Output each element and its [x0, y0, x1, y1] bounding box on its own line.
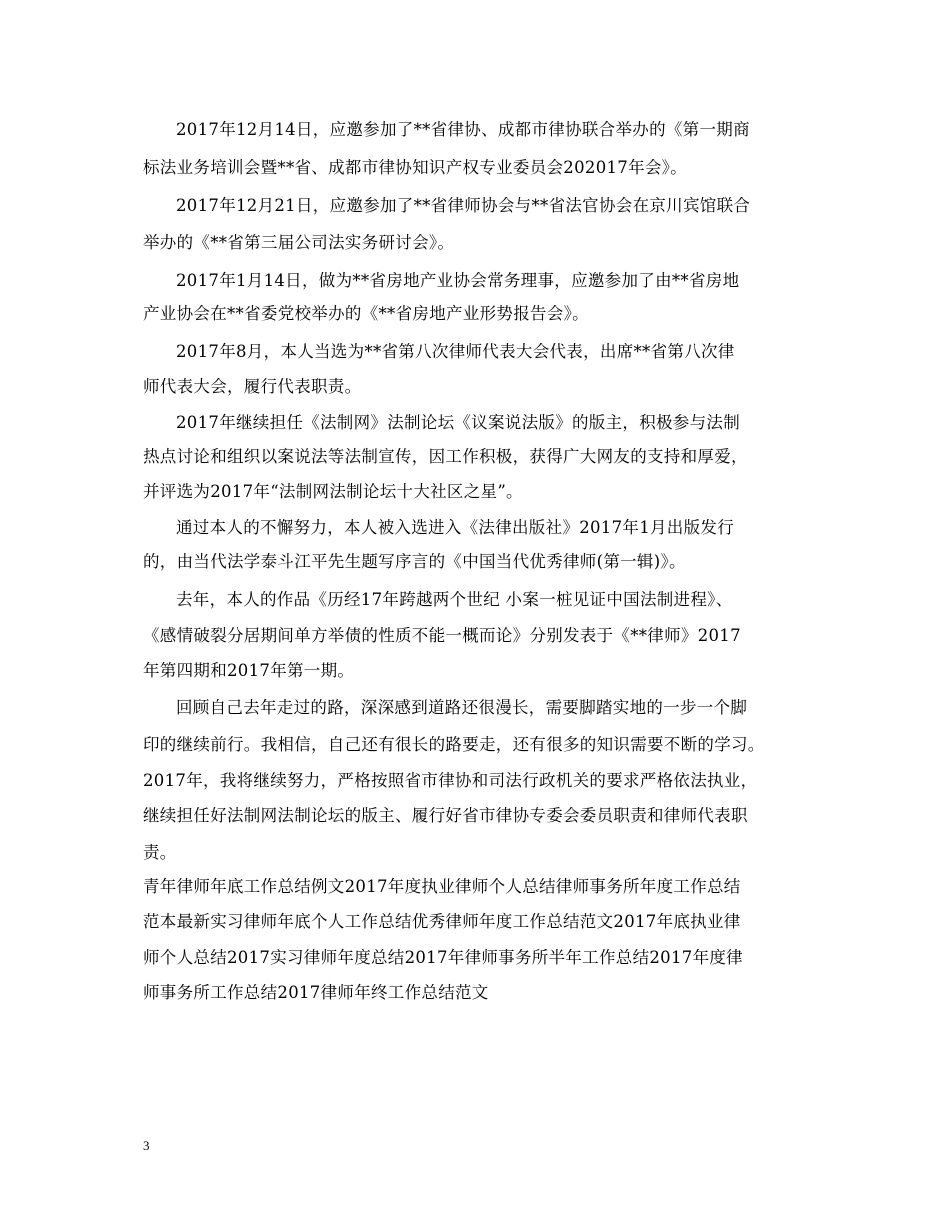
paragraph-line: 举办的《**省第三届公司法实务研讨会》。 [143, 233, 455, 252]
related-articles-line: 范本最新实习律师年底个人工作总结优秀律师年度工作总结范文2017年底执业律 [143, 912, 741, 931]
paragraph-line: 去年，本人的作品《历经17年跨越两个世纪 小案一桩见证中国法制进程》、 [176, 590, 733, 609]
paragraph-line: 的，由当代法学泰斗江平先生题写序言的《中国当代优秀律师(第一辑)》。 [143, 552, 686, 571]
paragraph-line: 2017年，我将继续努力，严格按照省市律协和司法行政机关的要求严格依法执业， [143, 771, 758, 790]
related-articles-line: 师个人总结2017实习律师年度总结2017年律师事务所半年工作总结2017年度律 [143, 948, 743, 967]
paragraph-line: 回顾自己去年走过的路，深深感到道路还很漫长，需要脚踏实地的一步一个脚 [176, 698, 748, 717]
paragraph-line: 年第四期和2017年第一期。 [143, 661, 355, 680]
paragraph-line: 标法业务培训会暨**省、成都市律协知识产权专业委员会202017年会》。 [143, 158, 688, 177]
paragraph-line: 2017年继续担任《法制网》法制论坛《议案说法版》的版主，积极参与法制 [176, 413, 740, 432]
paragraph-line: 《感情破裂分居期间单方举债的性质不能一概而论》分别发表于《**律师》2017 [143, 626, 741, 645]
paragraph-line: 师代表大会，履行代表职责。 [143, 377, 362, 396]
paragraph-line: 通过本人的不懈努力，本人被入选进入《法律出版社》2017年1月出版发行 [176, 518, 734, 537]
related-articles-line: 师事务所工作总结2017律师年终工作总结范文 [143, 983, 489, 1002]
paragraph-line: 热点讨论和组织以案说法等法制宣传，因工作积极，获得广大网友的支持和厚爱， [143, 447, 748, 466]
paragraph-line: 责。 [143, 843, 177, 862]
paragraph-line: 2017年12月14日，应邀参加了**省律协、成都市律协联合举办的《第一期商 [176, 120, 750, 139]
page-number: 3 [143, 1138, 150, 1153]
paragraph-line: 2017年12月21日，应邀参加了**省律师协会与**省法官协会在京川宾馆联合 [176, 196, 751, 215]
paragraph-line: 2017年8月，本人当选为**省第八次律师代表大会代表，出席**省第八次律 [176, 342, 735, 361]
paragraph-line: 继续担任好法制网法制论坛的版主、履行好省市律协专委会委员职责和律师代表职 [143, 806, 748, 825]
paragraph-line: 并评选为2017年“法制网法制论坛十大社区之星”。 [143, 482, 523, 501]
paragraph-line: 印的继续前行。我相信，自己还有很长的路要走，还有很多的知识需要不断的学习。 [143, 735, 765, 754]
related-articles-line: 青年律师年底工作总结例文2017年度执业律师个人总结律师事务所年度工作总结 [143, 877, 741, 896]
paragraph-line: 2017年1月14日，做为**省房地产业协会常务理事，应邀参加了由**省房地 [176, 271, 740, 290]
paragraph-line: 产业协会在**省委党校举办的《**省房地产业形势报告会》。 [143, 304, 589, 323]
